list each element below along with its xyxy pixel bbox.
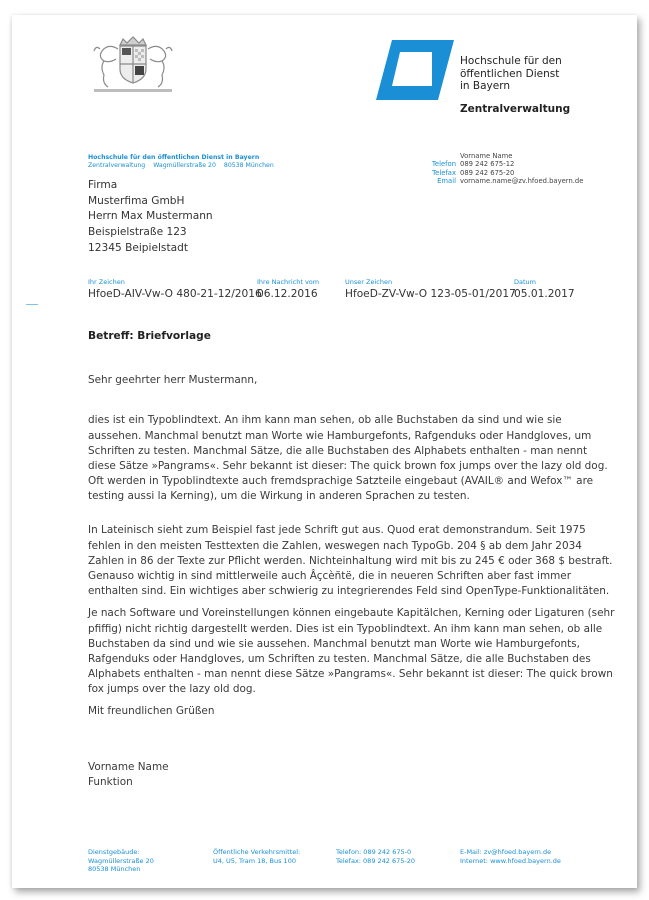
contact-fax-value: 089 242 675-20 [460,168,515,177]
reference-your-message-date [257,278,319,301]
address-line: Firma [88,179,118,191]
reference-your-sign [88,278,262,301]
contact-email-value: vorname.name@zv.hfoed.bayern.de [460,176,584,185]
sender-address [88,162,280,169]
footer-line: Telefon: 089 242 675-0 [336,848,412,856]
reference-label: Ihr Zeichen [88,278,125,286]
footer-address [88,848,154,874]
sender-street: Wagmüllerstraße 20 [153,162,216,169]
reference-label: Datum [514,278,536,286]
footer-line: E-Mail: zv@hfoed.bayern.de [460,848,552,856]
institution-line: Hochschule für den [460,55,562,67]
reference-label: Ihre Nachricht vom [257,278,320,286]
footer-line: Telefax: 089 242 675-20 [336,856,416,865]
address-line: Herrn Max Mustermann [88,210,213,223]
footer-online [460,848,561,865]
footer-line: Öffentliche Verkehrsmittel: [213,848,301,856]
footer-transport [213,848,300,865]
reference-value: 06.12.2016 [257,288,318,300]
reference-label: Unser Zeichen [345,278,393,286]
letter-page [12,15,637,888]
reference-value: HfoeD-AIV-Vw-O 480-21-12/2016 [88,288,262,300]
letter-subject: Betreff: Briefvorlage [88,330,211,342]
signature-name: Vorname Name [88,761,169,773]
sender-department: Zentralverwaltung [88,162,146,169]
fold-mark [26,304,38,305]
reference-date [514,278,575,301]
contact-email-label: Email [437,176,456,185]
footer-line: 80538 München [88,865,141,874]
contact-phone-label: Telefon [431,160,456,169]
sender-institution: Hochschule für den öffentlichen Dienst in Bayern [88,154,260,161]
footer-line: Wagmüllerstraße 20 [88,856,154,865]
address-line: Beispielstraße 123 [88,226,187,239]
institution-line: in Bayern [460,80,511,92]
hfoed-logo-icon [376,40,454,100]
signature-block [88,760,618,790]
footer-line: Internet: www.hfoed.bayern.de [460,856,561,865]
footer-phone [336,848,415,865]
department-name: Zentralverwaltung [460,103,571,115]
address-line: Musterfima GmbH [88,194,185,207]
letter-salutation: Sehr geehrter herr Mustermann, [88,374,258,386]
letter-closing: Mit freundlichen Grüßen [88,705,215,717]
reference-value: HfoeD-ZV-Vw-O 123-05-01/2017 [345,288,516,300]
bavarian-coat-of-arms-icon [90,35,176,95]
contact-block [420,152,583,185]
reference-our-sign [345,278,516,301]
letter-paragraph: Je nach Software und Voreinstellungen können eingebaute Kapitälchen, Kerning oder Ligaturen (sehr pfiffig) nicht richtig dargestellt werden. Dies ist ein Typoblindtext. An ihm kann man sehen, ob alle Buchstaben da sind und wie sie aussehen. Manchmal benutzt man Worte wie Hamburgefonts, Rafgenduks oder Handgloves, um Schriften zu testen. Manchmal Sätze, die alle Buchstaben des Alphabets enthalten - man nennt diese Sätze »Pangrams«. Sehr bekannt ist dieser: The quick brown fox jumps over the lazy old dog. [88,607,615,695]
signature-function: Funktion [88,776,133,789]
contact-phone-value: 089 242 675-12 [460,160,515,169]
contact-fax-label: Telefax [432,168,456,177]
institution-line: öffentlichen Dienst [460,67,560,80]
letter-paragraph: dies ist ein Typoblindtext. An ihm kann man sehen, ob alle Buchstaben da sind und wie sie aussehen. Manchmal benutzt man Worte wie Hamburgefonts, Rafgenduks oder Handgloves, um Schriften zu testen. Manchmal Sätze, die alle Buchstaben des Alphabets enthalten - man nennt diese Sätze »Pangrams«. Sehr bekannt ist dieser: The quick brown fox jumps over the lazy old dog. Oft werden in Typoblindtexte auch fremdsprachige Satzteile eingebaut (AVAIL® and Wefox™ are testing aussi la Kerning), um die Wirkung in anderen Sprachen zu testen. [88,414,608,502]
footer-line: U4, U5, Tram 18, Bus 100 [213,856,296,865]
recipient-address [88,178,213,257]
letter-paragraph: In Lateinisch sieht zum Beispiel fast jede Schrift gut aus. Quod erat demonstrandum. Seit 1975 fehlen in den meisten Testtexten die Zahlen, weswegen nach TypoGb. 204 § ab dem Jahr 2034 Zahlen in 86 der Texte zur Pflicht werden. Nichteinhaltung wird mit bis zu 245 € oder 368 $ bestraft. Genauso wichtig in sind mittlerweile auch Âçcèñtë, die in neueren Schriften aber fast immer enthalten sind. Ein wichtiges aber schwierig zu integrierendes Feld sind OpenType-Funktionalitäten. [88,524,613,597]
reference-value: 05.01.2017 [514,288,575,300]
address-line: 12345 Beipielstadt [88,241,188,254]
contact-name: Vorname Name [460,152,513,160]
footer-line: Dienstgebäude: [88,848,140,856]
institution-name [460,55,562,93]
sender-city: 80538 München [223,162,274,169]
